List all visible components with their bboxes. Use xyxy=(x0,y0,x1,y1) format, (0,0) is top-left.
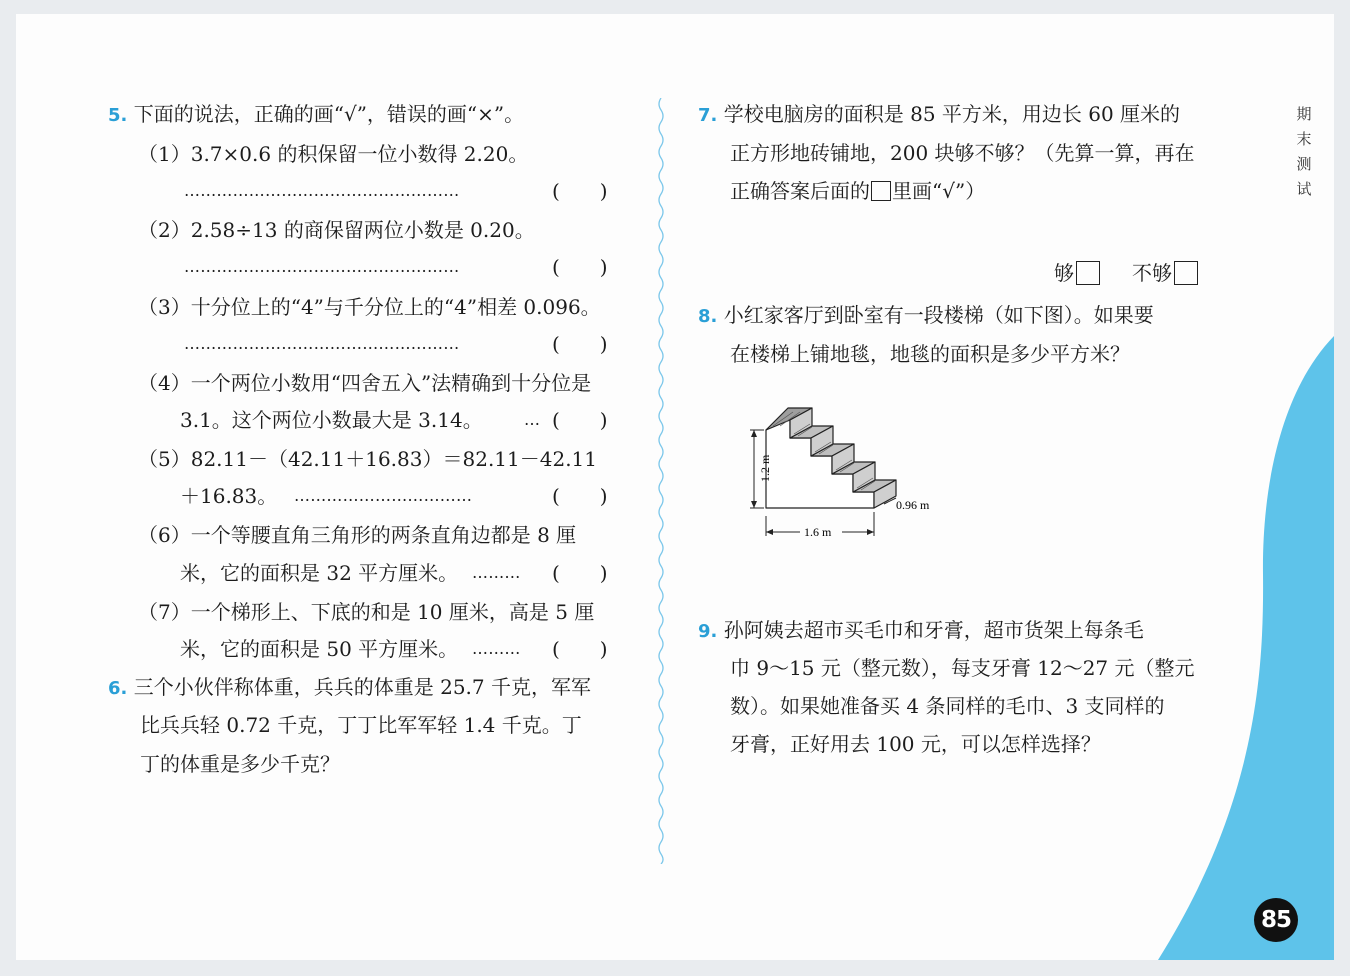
workbook-page xyxy=(16,14,1334,960)
q5-item-7-answer-blank[interactable]: ( ) xyxy=(552,637,608,661)
q5-item-4-leader: … xyxy=(524,410,541,429)
q7-number: 7. xyxy=(698,105,718,126)
q9-line-4: 牙膏，正好用去 100 元，可以怎样选择？ xyxy=(730,732,1101,756)
q5-item-6-line-1: （6）一个等腰直角三角形的两条直角边都是 8 厘 xyxy=(138,523,577,547)
q5-item-5-line-1: （5）82.11－（42.11＋16.83）＝82.11－42.11 xyxy=(138,447,598,471)
q7-enough-checkbox[interactable] xyxy=(1076,261,1100,285)
q7-example-box xyxy=(871,181,891,201)
section-label-char: 试 xyxy=(1296,180,1312,198)
q5-item-5-line-2: ＋16.83。 xyxy=(180,484,278,508)
q6-line-3: 丁的体重是多少千克？ xyxy=(140,752,340,776)
q8-line-2: 在楼梯上铺地毯，地毯的面积是多少平方米？ xyxy=(730,342,1130,366)
q5-item-1-leader: …………………………………………… xyxy=(184,181,460,200)
q5-item-2: （2）2.58÷13 的商保留两位小数是 0.20。 xyxy=(138,218,535,242)
q7-enough-label: 够 xyxy=(1054,261,1074,285)
q8-text-1: 小红家客厅到卧室有一段楼梯（如下图）。如果要 xyxy=(723,303,1154,327)
column-divider xyxy=(656,98,666,864)
q7-text-3a: 正确答案后面的 xyxy=(730,179,870,203)
q7-text-1: 学校电脑房的面积是 85 平方米，用边长 60 厘米的 xyxy=(723,102,1181,126)
q5-item-2-leader: …………………………………………… xyxy=(184,257,460,276)
q5-item-7-leader: ……… xyxy=(472,639,521,658)
section-label-char: 期 xyxy=(1296,105,1312,123)
q5-number: 5. xyxy=(108,105,128,126)
q9-line-1 xyxy=(698,617,1144,645)
q5-item-1-answer-blank[interactable]: ( ) xyxy=(552,179,608,203)
q5-item-6-line-2: 米，它的面积是 32 平方厘米。 xyxy=(180,561,459,585)
q7-not-enough-label: 不够 xyxy=(1132,261,1172,285)
section-label-char: 测 xyxy=(1296,155,1312,173)
stair-length-label: 1.6 m xyxy=(804,525,832,539)
q6-line-1 xyxy=(108,674,591,702)
q5-item-4-line-1: （4）一个两位小数用“四舍五入”法精确到十分位是 xyxy=(138,371,592,395)
q5-item-3-leader: …………………………………………… xyxy=(184,334,460,353)
q5-item-3-answer-blank[interactable]: ( ) xyxy=(552,332,608,356)
q8-number: 8. xyxy=(698,306,718,327)
q7-text-3b: 里画“√”） xyxy=(892,179,986,203)
q9-number: 9. xyxy=(698,621,718,642)
q5-item-7-line-1: （7）一个梯形上、下底的和是 10 厘米，高是 5 厘 xyxy=(138,600,595,624)
q5-item-1: （1）3.7×0.6 的积保留一位小数得 2.20。 xyxy=(138,142,529,166)
stair-height-label: 1.2 m xyxy=(758,454,772,482)
staircase-figure xyxy=(738,386,968,546)
q9-text-1: 孙阿姨去超市买毛巾和牙膏，超市货架上每条毛 xyxy=(723,618,1144,642)
q5-item-3: （3）十分位上的“4”与千分位上的“4”相差 0.096。 xyxy=(138,295,601,319)
section-label-char: 末 xyxy=(1296,130,1312,148)
q5-item-6-answer-blank[interactable]: ( ) xyxy=(552,561,608,585)
section-label xyxy=(1294,102,1314,202)
q7-line-3 xyxy=(730,178,985,204)
q5-item-7-line-2: 米，它的面积是 50 平方厘米。 xyxy=(180,637,459,661)
q5-item-4-line-2: 3.1。这个两位小数最大是 3.14。 xyxy=(180,408,483,432)
q5-item-5-leader: …………………………… xyxy=(294,486,473,505)
q9-line-3: 数）。如果她准备买 4 条同样的毛巾、3 支同样的 xyxy=(730,694,1165,718)
q6-text-1: 三个小伙伴称体重，兵兵的体重是 25.7 千克，军军 xyxy=(133,675,591,699)
q5-item-6-leader: ……… xyxy=(472,563,521,582)
q7-choice-enough xyxy=(1054,260,1100,286)
q9-line-2: 巾 9～15 元（整元数），每支牙膏 12～27 元（整元 xyxy=(730,656,1195,680)
q5-stem: 下面的说法，正确的画“√”，错误的画“×”。 xyxy=(133,102,525,126)
q7-line-1 xyxy=(698,101,1180,129)
q5-stem-line xyxy=(108,101,524,129)
q8-line-1 xyxy=(698,302,1154,330)
q6-number: 6. xyxy=(108,678,128,699)
q5-item-2-answer-blank[interactable]: ( ) xyxy=(552,255,608,279)
q6-line-2: 比兵兵轻 0.72 千克，丁丁比军军轻 1.4 千克。丁 xyxy=(140,713,582,737)
q7-not-enough-checkbox[interactable] xyxy=(1174,261,1198,285)
q5-item-5-answer-blank[interactable]: ( ) xyxy=(552,484,608,508)
q7-choice-not-enough xyxy=(1132,260,1198,286)
page-number-badge: 85 xyxy=(1254,898,1298,942)
q5-item-4-answer-blank[interactable]: ( ) xyxy=(552,408,608,432)
stair-depth-label: 0.96 m xyxy=(896,498,930,512)
q7-line-2: 正方形地砖铺地，200 块够不够？（先算一算，再在 xyxy=(730,141,1195,165)
